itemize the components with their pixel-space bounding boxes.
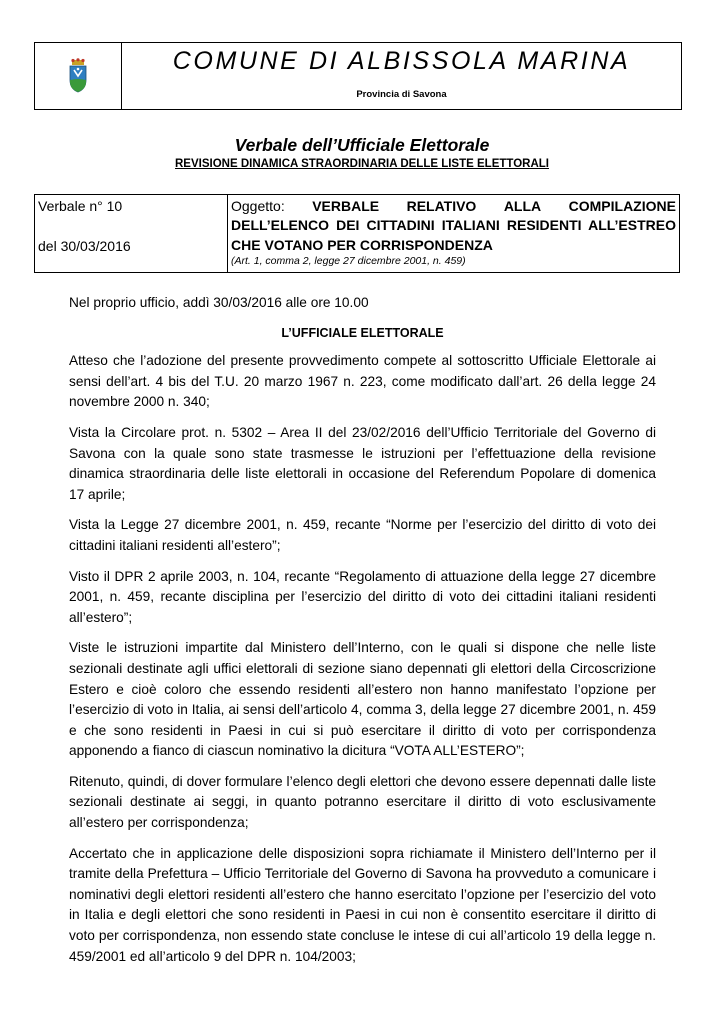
oggetto-word: VERBALE xyxy=(312,198,380,214)
title-cell xyxy=(122,43,681,109)
oggetto-first-line xyxy=(231,197,676,216)
document-heading: Verbale dell’Ufficiale Elettorale xyxy=(234,135,490,155)
verbale-info-cell xyxy=(35,195,228,272)
document-subheading: REVISIONE DINAMICA STRAORDINARIA DELLE LISTE ELETTORALI xyxy=(175,158,549,170)
oggetto-text: DELL’ELENCO DEI CITTADINI ITALIANI RESIDENTI ALL’ESTREO CHE VOTANO PER CORRISPONDENZA xyxy=(231,217,676,253)
body-paragraph: Accertato che in applicazione delle disposizioni sopra richiamate il Ministero dell’Interno per il tramite della Prefettura – Ufficio Territoriale del Governo di Savona ha provveduto a comunicare i nominativi degli elettori residenti all’estero che hanno esercitato l’opzione per l’esercizio del voto in Italia e degli elettori che sono residenti in Paesi in cui non è consentito esercitare il diritto di voto per corrispondenza, non essendo state concluse le intese di cui all’articolo 19 della legge n. 459/2001 ed all’articolo 9 del DPR n. 104/2003; xyxy=(69,845,656,964)
provincia-label: Provincia di Savona xyxy=(356,89,447,100)
coat-of-arms-icon xyxy=(68,58,88,94)
verbale-date: del 30/03/2016 xyxy=(38,238,131,254)
oggetto-reference: (Art. 1, comma 2, legge 27 dicembre 2001, n. 459) xyxy=(231,255,466,267)
header-box xyxy=(34,42,682,110)
verbale-number: Verbale n° 10 xyxy=(38,198,123,214)
oggetto-cell xyxy=(228,195,679,272)
oggetto-label: Oggetto: xyxy=(231,198,285,214)
verbale-meta-table xyxy=(34,194,680,273)
body-paragraph: Atteso che l’adozione del presente provvedimento compete al sottoscritto Ufficiale Elettorale ai sensi dell’art. 4 bis del T.U. 20 marzo 1967 n. 223, come modificato dall’art. 26 della legge 24 novembre 2000 n. 340; xyxy=(69,353,656,410)
oggetto-word: COMPILAZIONE xyxy=(568,198,676,214)
comune-title: COMUNE DI ALBISSOLA MARINA xyxy=(172,47,631,75)
oggetto-word: RELATIVO xyxy=(406,198,477,214)
crest-cell xyxy=(35,43,122,109)
body-paragraph: Viste le istruzioni impartite dal Ministero dell’Interno, con le quali si dispone che nelle liste sezionali destinate agli uffici elettorali di sezione siano depennati gli elettori della Circoscrizione Estero e cioè coloro che essendo residenti all’estero non hanno manifestato l’opzione per l’esercizio di voto in Italia, ai sensi dell’articolo 4, comma 3, della legge 27 dicembre 2001, n. 459 e che sono residenti in Paesi in cui si può esercitare il diritto di voto per corrispondenza apponendo a fianco di ciascun nominativo la dicitura “VOTA ALL’ESTERO”; xyxy=(69,640,656,759)
body-paragraph: Vista la Legge 27 dicembre 2001, n. 459, recante “Norme per l’esercizio del diritto di voto dei cittadini italiani residenti all’estero”; xyxy=(69,517,656,553)
document-body xyxy=(69,293,656,977)
intro-line: Nel proprio ufficio, addì 30/03/2016 alle ore 10.00 xyxy=(69,295,369,310)
oggetto-word: ALLA xyxy=(503,198,542,214)
body-paragraph: Vista la Circolare prot. n. 5302 – Area II del 23/02/2016 dell’Ufficio Territoriale del Governo di Savona con la quale sono state trasmesse le istruzioni per l’effettuazione della revisione dinamica straordinaria delle liste elettorali in occasione del Referendum Popolare di domenica 17 aprile; xyxy=(69,424,656,502)
body-paragraph: Ritenuto, quindi, di dover formulare l’elenco degli elettori che devono essere depennati dalle liste sezionali destinate ai seggi, in quanto potranno esercitare il diritto di voto esclusivamente all’estero per corrispondenza; xyxy=(69,773,656,831)
ufficiale-heading: L’UFFICIALE ELETTORALE xyxy=(281,325,444,340)
body-paragraph: Visto il DPR 2 aprile 2003, n. 104, recante “Regolamento di attuazione della legge 27 dicembre 2001, n. 459, recante disciplina per l’esercizio del diritto di voto dei cittadini italiani residenti all’estero”; xyxy=(69,568,656,625)
